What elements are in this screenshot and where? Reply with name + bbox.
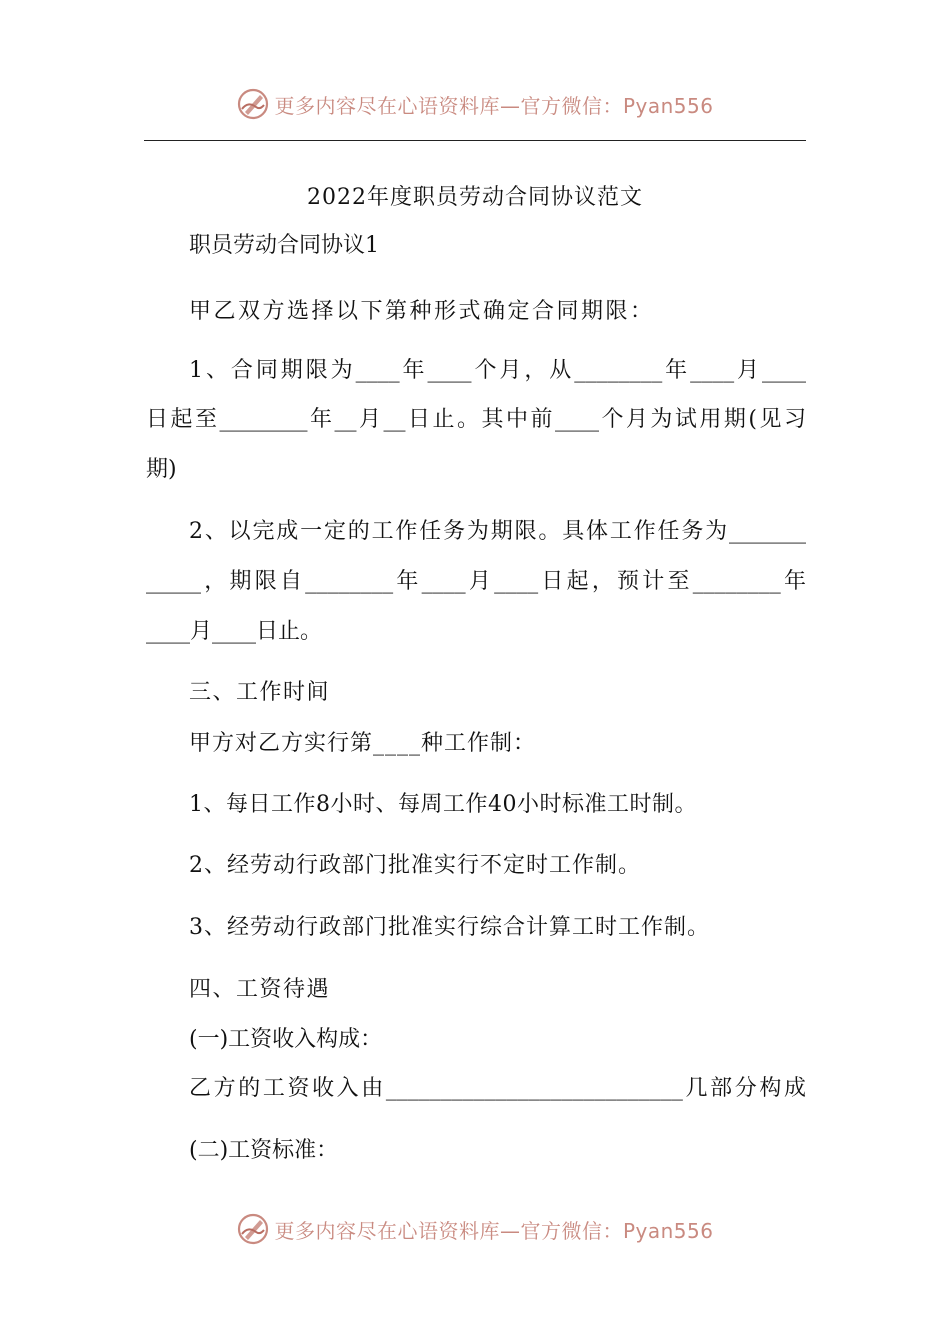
list-item: 1、每日工作8小时、每周工作40小时标准工时制。	[189, 792, 697, 817]
paragraph-line: 甲乙双方选择以下第种形式确定合同期限：	[189, 299, 655, 324]
subsection-heading: (一)工资收入构成：	[189, 1027, 383, 1052]
paragraph-line: ____月____日止。	[146, 619, 323, 644]
section-heading: 三、工作时间	[189, 680, 331, 705]
section-heading: 职员劳动合同协议1	[189, 233, 379, 258]
watermark-text: 更多内容尽在心语资料库—官方微信：Pyan556	[274, 1218, 714, 1243]
subsection-heading: (二)工资标准：	[189, 1138, 339, 1163]
watermark-text: 更多内容尽在心语资料库—官方微信：Pyan556	[274, 93, 714, 118]
list-item: 2、经劳动行政部门批准实行不定时工作制。	[189, 853, 641, 878]
pen-seal-logo-icon	[236, 1212, 270, 1246]
header-watermark	[0, 86, 950, 122]
list-item: 3、经劳动行政部门批准实行综合计算工时工作制。	[189, 915, 710, 940]
paragraph-line: 日起至________年__月__日止。其中前____个月为试用期(见习	[146, 407, 806, 432]
paragraph-line: 乙方的工资收入由___________________________几部分构成	[189, 1076, 806, 1101]
paragraph-line: 甲方对乙方实行第____种工作制：	[189, 731, 537, 756]
document-title: 2022年度职员劳动合同协议范文	[307, 185, 643, 210]
paragraph-line: 2、以完成一定的工作任务为期限。具体工作任务为_______	[189, 519, 806, 544]
paragraph-line: _____，期限自________年____月____日起，预计至________年	[146, 569, 806, 594]
header-divider	[144, 140, 806, 141]
paragraph-line: 1、合同期限为____年____个月，从________年____月____	[189, 358, 806, 383]
pen-seal-logo-icon	[236, 87, 270, 121]
paragraph-line: 期)	[146, 457, 177, 482]
footer-watermark	[0, 1211, 950, 1247]
section-heading: 四、工资待遇	[189, 977, 331, 1002]
